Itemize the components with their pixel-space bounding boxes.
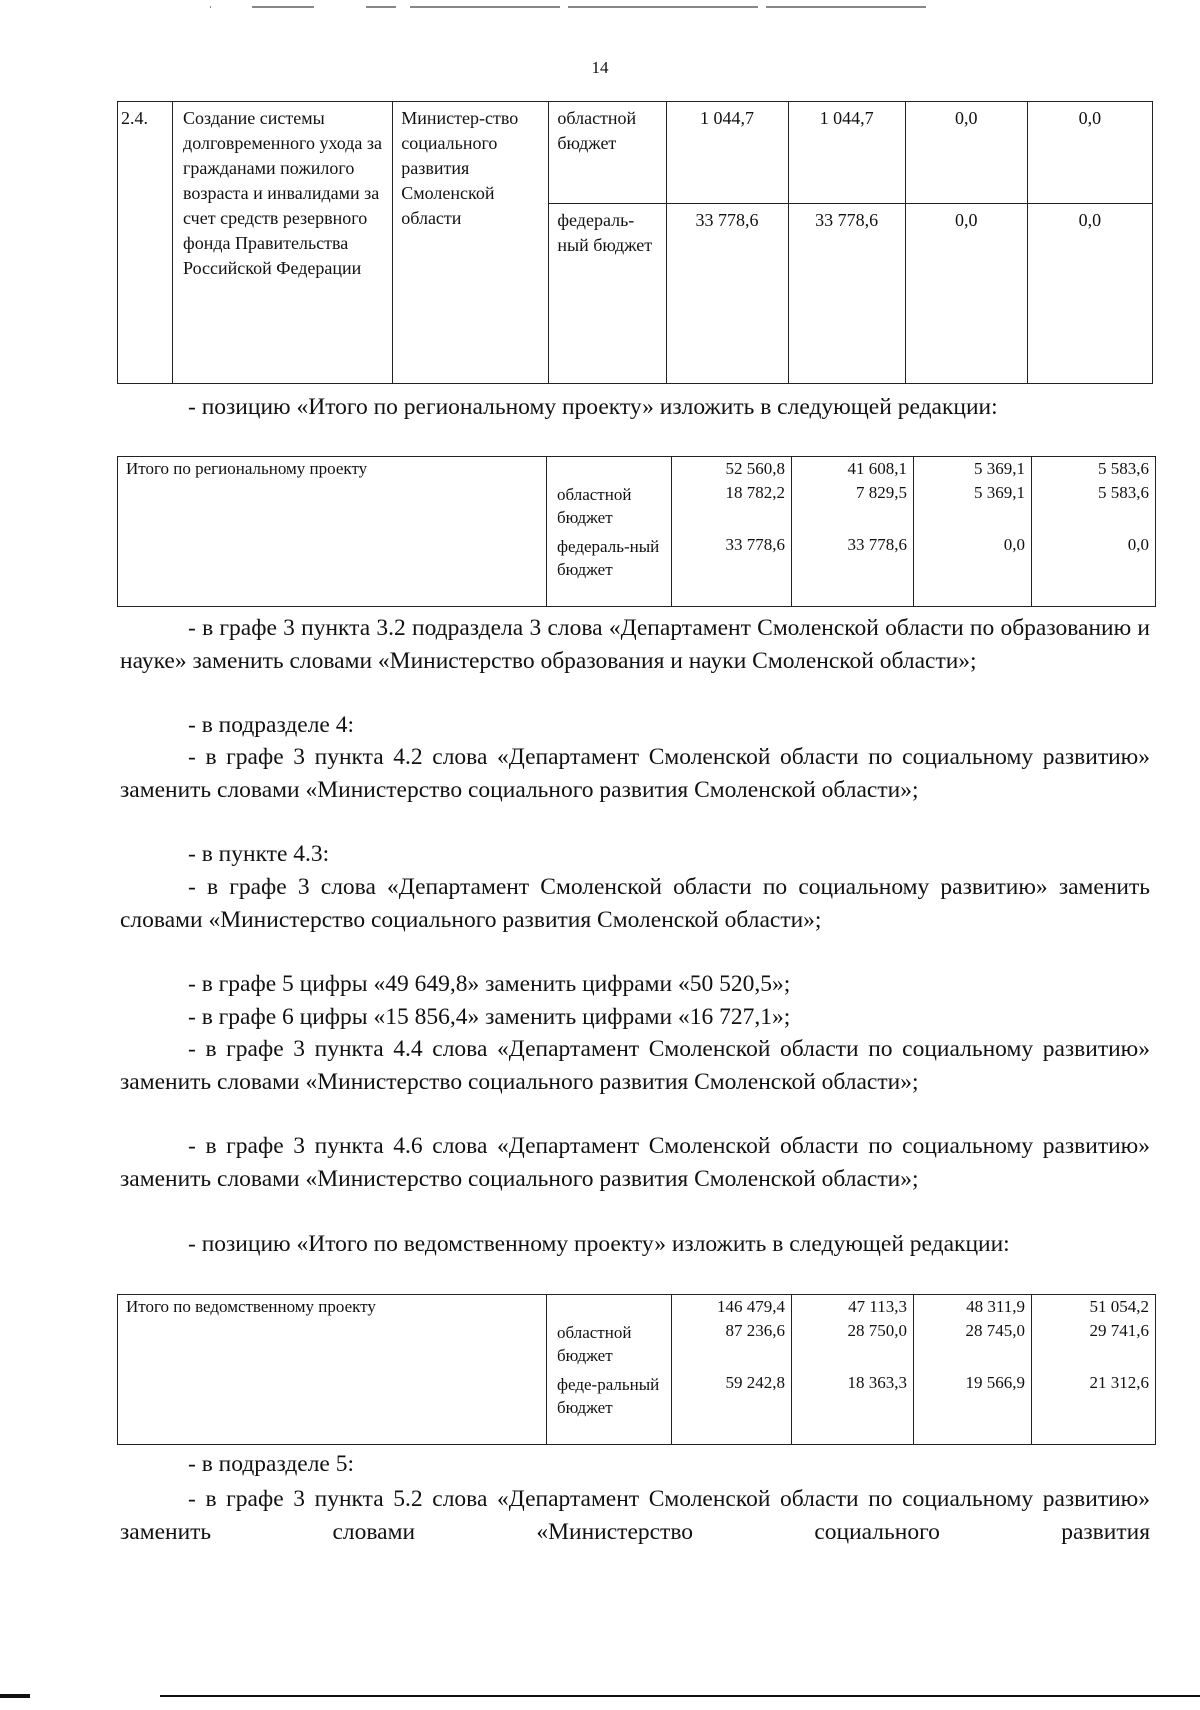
paragraph-regional-intro: - позицию «Итого по региональному проекту» изложить в следующей редакции: [188,394,998,420]
item-number: 2.4. [118,102,173,384]
column-1 [672,1295,792,1445]
table-departmental-total [117,1294,1156,1445]
paragraph: - в графе 6 цифры «15 856,4» заменить цифрами «16 727,1»; [188,1004,791,1030]
funding-sources [547,457,672,607]
value-cell: 0,0 [1127,535,1149,554]
value-cell: 87 236,6 [725,1321,785,1340]
value-cell: 0,0 [905,102,1027,204]
value-cell: 21 312,6 [1089,1373,1149,1392]
value-cell: 5 583,6 [1098,459,1149,478]
value-cell: 28 750,0 [847,1321,907,1340]
value-cell: 48 311,9 [966,1297,1025,1316]
item-executor: Министер-ство социального развития Смоленской области [393,102,549,384]
value-cell: 29 741,6 [1089,1321,1149,1340]
value-cell: 52 560,8 [725,459,785,478]
value-cell: 146 479,4 [717,1297,785,1316]
paragraph: - в графе 5 цифры «49 649,8» заменить цифрами «50 520,5»; [188,971,791,997]
value-cell: 28 745,0 [965,1321,1025,1340]
table-regional-total [117,456,1156,607]
funding-sources [547,1295,672,1445]
table-item-2-4 [117,101,1153,384]
item-name: Создание системы долговременного ухода за гражданами пожилого возраста и инвалидами за счет средств резервного фонда Правительства Российской Федерации [173,102,393,384]
value-cell: 5 369,1 [974,483,1025,502]
value-cell: 1 044,7 [666,102,788,204]
paragraph: - в подразделе 4: [188,712,355,738]
paragraph: - в графе 3 пункта 4.2 слова «Департамент Смоленской области по социальному развитию» заменить словами «Министерство социального развития Смоленской области»; [120,744,1150,803]
funding-source: областной бюджет [557,485,632,527]
funding-source: федераль-ный бюджет [557,537,660,579]
column-2 [792,1295,914,1445]
funding-source: федераль-ный бюджет [549,204,666,384]
paragraph: - в графе 3 пункта 4.4 слова «Департамент Смоленской области по социальному развитию» заменить словами «Министерство социального развития Смоленской области»; [120,1036,1150,1095]
column-1 [672,457,792,607]
paragraph: - в графе 3 пункта 4.6 слова «Департамент Смоленской области по социальному развитию» заменить словами «Министерство социального развития Смоленской области»; [120,1133,1150,1192]
value-cell: 0,0 [1027,102,1152,204]
value-cell: 0,0 [1003,535,1025,554]
funding-source: областной бюджет [557,1323,632,1365]
value-cell: 7 829,5 [856,483,907,502]
value-cell: 19 566,9 [965,1373,1025,1392]
paragraph: - в графе 3 слова «Департамент Смоленской области по социальному развитию» заменить словами «Министерство социального развития Смоленской области»; [120,874,1150,933]
column-3 [914,457,1032,607]
column-4 [1032,1295,1156,1445]
value-cell: 5 583,6 [1098,483,1149,502]
value-cell: 51 054,2 [1089,1297,1149,1316]
value-cell: 33 778,6 [666,204,788,384]
value-cell: 0,0 [905,204,1027,384]
paragraph: - в графе 3 пункта 3.2 подраздела 3 слова «Департамент Смоленской области по образованию и науке» заменить словами «Министерство образования и науки Смоленской области»; [120,615,1150,674]
total-label: Итого по ведомственному проекту [118,1295,547,1445]
total-label: Итого по региональному проекту [118,457,547,607]
paragraph: - в подразделе 5: [188,1451,355,1477]
column-2 [792,457,914,607]
scan-artifact-lines [200,6,1150,10]
value-cell: 18 782,2 [725,483,785,502]
paragraph: - в пункте 4.3: [188,841,330,867]
value-cell: 33 778,6 [725,535,785,554]
value-cell: 59 242,8 [725,1373,785,1392]
value-cell: 5 369,1 [974,459,1025,478]
value-cell: 47 113,3 [848,1297,907,1316]
value-cell: 33 778,6 [788,204,905,384]
funding-source: областной бюджет [549,102,666,204]
funding-source: феде-ральный бюджет [557,1375,660,1417]
value-cell: 1 044,7 [788,102,905,204]
value-cell: 0,0 [1027,204,1152,384]
column-3 [914,1295,1032,1445]
paragraph: - позицию «Итого по ведомственному проекту» изложить в следующей редакции: [188,1231,1010,1257]
column-4 [1032,457,1156,607]
value-cell: 41 608,1 [847,459,907,478]
page-number: 14 [591,58,609,77]
scan-artifact-bottom [0,1692,1200,1700]
value-cell: 33 778,6 [847,535,907,554]
value-cell: 18 363,3 [847,1373,907,1392]
paragraph: - в графе 3 пункта 5.2 слова «Департамент Смоленской области по социальному развитию» заменить словами «Министерство социального развития [120,1486,1150,1545]
